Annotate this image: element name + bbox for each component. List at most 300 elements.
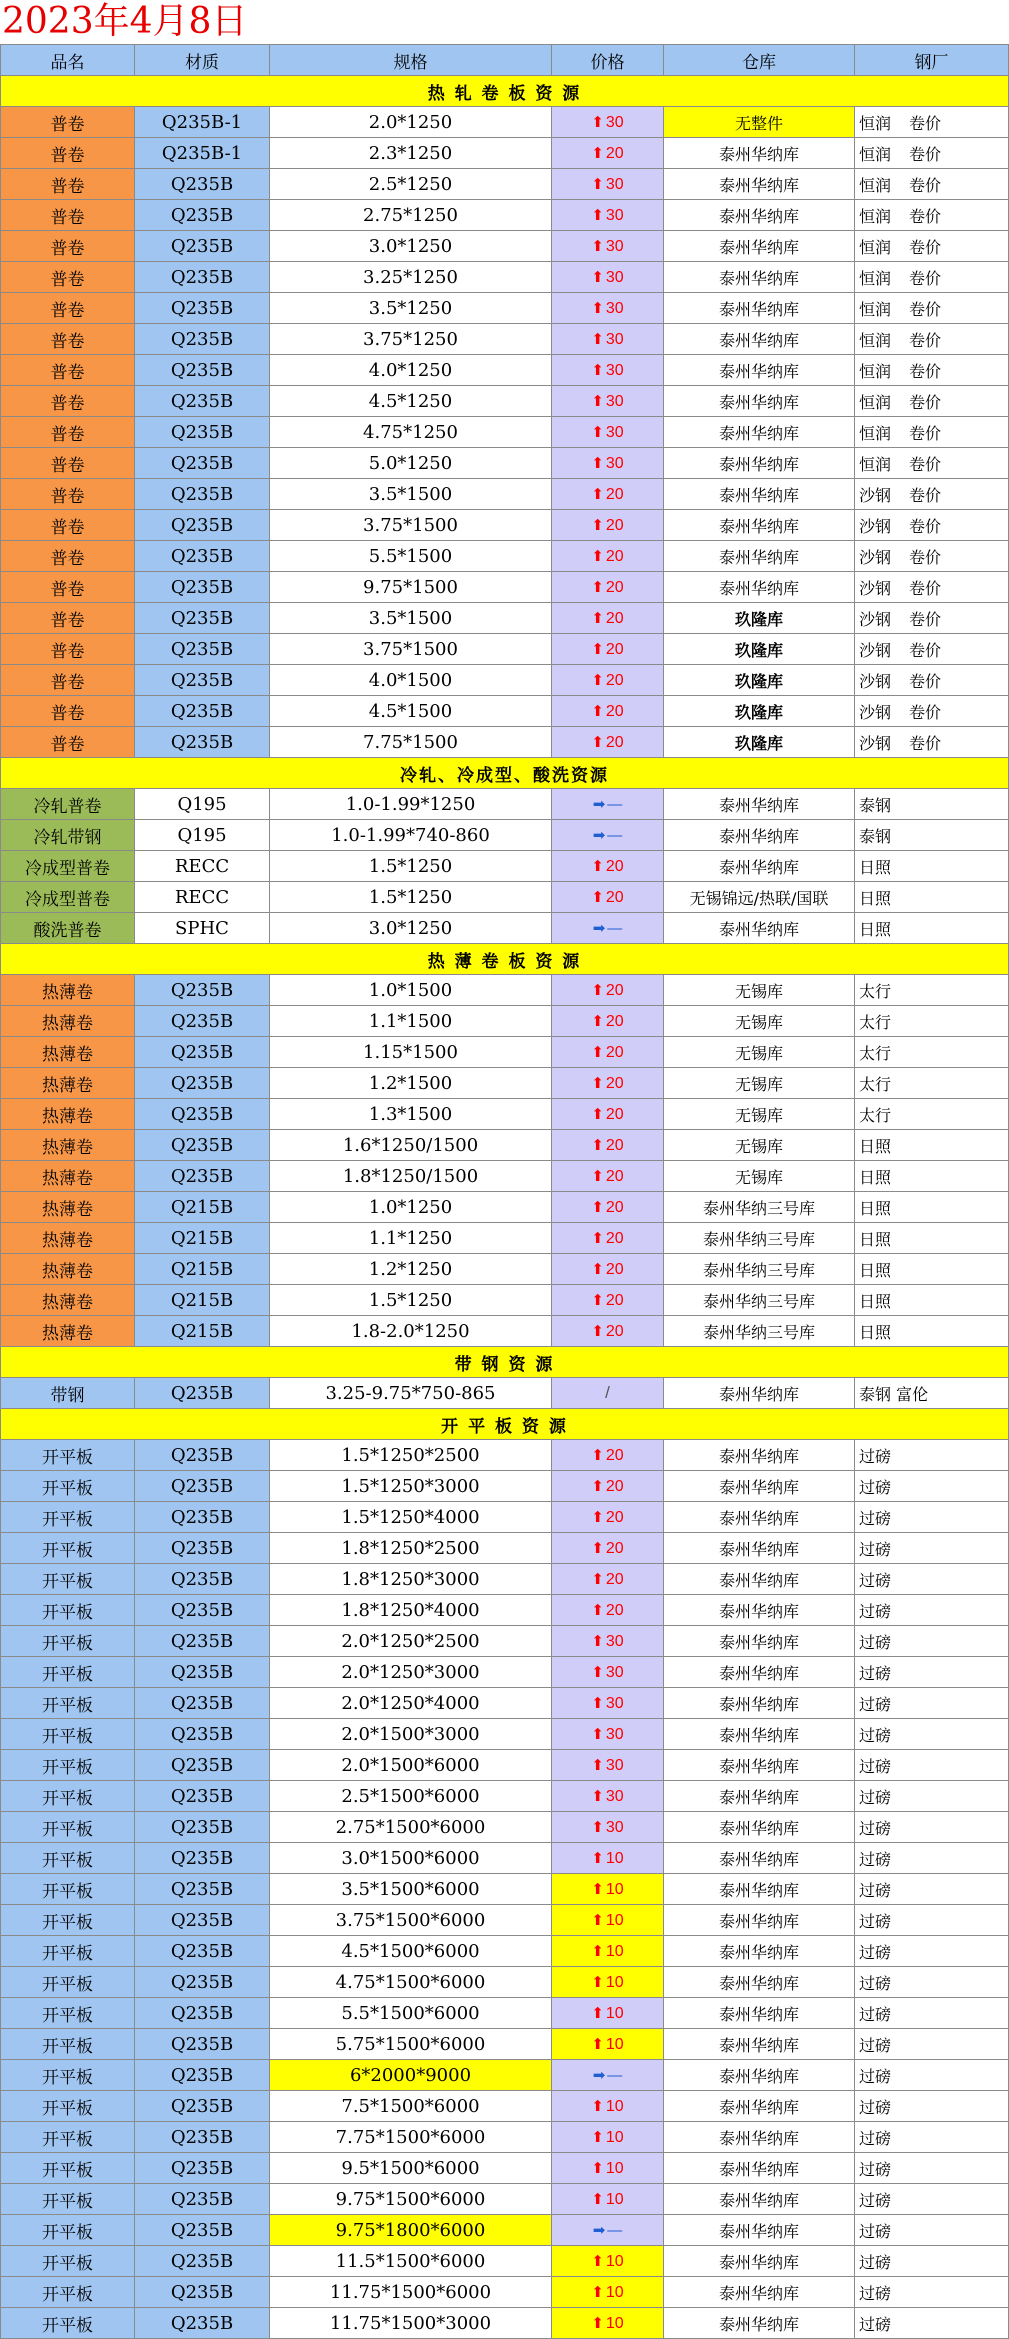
table-row [1,665,1009,696]
steel-mill [855,2091,1009,2122]
steel-mill [855,1440,1009,1471]
spec: 7.75*1500*6000 [270,2122,552,2153]
spec: 2.75*1250 [270,200,552,231]
table-row [1,107,1009,138]
price-change [552,355,664,386]
arrow-up-icon: ⬆ [591,2284,604,2301]
product-name: 开平板 [1,1812,135,1843]
price-change [552,1161,664,1192]
mill-name: 沙钢 [859,578,892,598]
price-kind: 卷价 [909,206,942,226]
mill-name: 过磅 [859,1756,892,1776]
price-kind: 卷价 [909,237,942,257]
price-value: 20 [605,517,624,534]
arrow-up-icon: ⬆ [591,2253,604,2270]
product-name: 普卷 [1,417,135,448]
arrow-up-icon: ⬆ [591,393,604,410]
warehouse: 泰州华纳库 [664,1812,855,1843]
arrow-up-icon: ⬆ [591,2191,604,2208]
arrow-up-icon: ⬆ [591,1137,604,1154]
table-row [1,2215,1009,2246]
price-change [552,1533,664,1564]
spec: 2.75*1500*6000 [270,1812,552,1843]
price-value: 20 [605,1261,624,1278]
table-row [1,2029,1009,2060]
price-value: 30 [605,455,624,472]
steel-mill [855,2246,1009,2277]
product-name: 开平板 [1,2091,135,2122]
table-row [1,1533,1009,1564]
price-change [552,1564,664,1595]
price-value: 20 [605,1540,624,1557]
product-name: 冷轧普卷 [1,789,135,820]
price-kind: 卷价 [909,268,942,288]
material: Q235B [135,1378,270,1409]
arrow-up-icon: ⬆ [591,1478,604,1495]
table-row [1,1130,1009,1161]
warehouse: 泰州华纳库 [664,417,855,448]
arrow-up-icon: ⬆ [591,1664,604,1681]
price-change [552,138,664,169]
table-row [1,1285,1009,1316]
arrow-up-icon: ⬆ [591,1323,604,1340]
price-change [552,2153,664,2184]
material: Q235B [135,1967,270,1998]
spec: 1.15*1500 [270,1037,552,1068]
material: Q235B [135,1874,270,1905]
warehouse: 泰州华纳库 [664,820,855,851]
spec: 3.0*1250 [270,231,552,262]
price-value: 20 [605,145,624,162]
spec: 1.0-1.99*1250 [270,789,552,820]
steel-mill [855,2184,1009,2215]
price-change [552,1812,664,1843]
table-row [1,417,1009,448]
price-change [552,1471,664,1502]
price-change [552,1657,664,1688]
price-change [552,2184,664,2215]
table-row [1,169,1009,200]
steel-mill [855,572,1009,603]
steel-mill [855,1719,1009,1750]
price-value: 30 [605,1633,624,1650]
material: Q235B [135,386,270,417]
warehouse: 泰州华纳库 [664,2060,855,2091]
mill-name: 沙钢 [859,702,892,722]
arrow-up-icon: ⬆ [591,1819,604,1836]
price-kind: 卷价 [909,175,942,195]
price-kind: 卷价 [909,547,942,567]
date-title: 2023年4月8日 [2,1,248,42]
price-value: 20 [605,1137,624,1154]
table-row [1,1006,1009,1037]
mill-name: 过磅 [859,2283,892,2303]
price-value: 30 [605,269,624,286]
warehouse: 泰州华纳库 [664,1440,855,1471]
price-value: 30 [605,300,624,317]
warehouse: 无锡库 [664,1099,855,1130]
price-value: 20 [605,1447,624,1464]
price-kind: 卷价 [909,702,942,722]
table-row [1,1502,1009,1533]
price-change [552,1068,664,1099]
material: Q215B [135,1285,270,1316]
price-kind: 卷价 [909,609,942,629]
price-value: 30 [605,1664,624,1681]
material: Q235B [135,541,270,572]
mill-name: 沙钢 [859,671,892,691]
product-name: 普卷 [1,231,135,262]
product-name: 普卷 [1,262,135,293]
price-kind: 卷价 [909,361,942,381]
warehouse: 泰州华纳库 [664,1905,855,1936]
table-row [1,2308,1009,2339]
arrow-up-icon: ⬆ [591,145,604,162]
table-row [1,324,1009,355]
price-change [552,1874,664,1905]
mill-name: 日照 [859,1198,892,1218]
steel-mill [855,2153,1009,2184]
table-row [1,882,1009,913]
table-row [1,2122,1009,2153]
warehouse: 泰州华纳三号库 [664,1192,855,1223]
price-change [552,820,664,851]
arrow-right-icon: ➡ [592,2222,606,2239]
price-change [552,603,664,634]
steel-mill [855,1285,1009,1316]
arrow-up-icon: ⬆ [591,2160,604,2177]
price-change [552,2060,664,2091]
price-change [552,2122,664,2153]
arrow-up-icon: ⬆ [591,331,604,348]
section-title: 热 轧 卷 板 资 源 [1,76,1009,107]
product-name: 普卷 [1,572,135,603]
spec: 11.5*1500*6000 [270,2246,552,2277]
arrow-up-icon: ⬆ [591,300,604,317]
steel-mill [855,1192,1009,1223]
material: Q235B [135,603,270,634]
mill-name: 恒润 [859,392,892,412]
warehouse: 无锡库 [664,975,855,1006]
material: Q235B [135,510,270,541]
arrow-up-icon: ⬆ [591,362,604,379]
mill-name: 太行 [859,981,892,1001]
price-change [552,1626,664,1657]
steel-mill [855,262,1009,293]
mill-name: 过磅 [859,2128,892,2148]
table-row [1,293,1009,324]
warehouse: 玖隆库 [664,727,855,758]
spec: 9.75*1500*6000 [270,2184,552,2215]
table-row [1,1378,1009,1409]
table-row [1,541,1009,572]
material: Q235B [135,1750,270,1781]
warehouse: 泰州华纳库 [664,1874,855,1905]
price-change [552,541,664,572]
header-price: 价格 [552,45,664,76]
steel-mill [855,324,1009,355]
spec: 7.5*1500*6000 [270,2091,552,2122]
price-kind: 卷价 [909,299,942,319]
section-title: 冷轧、冷成型、酸洗资源 [1,758,1009,789]
spec: 3.5*1250 [270,293,552,324]
steel-mill [855,1874,1009,1905]
spec: 3.0*1250 [270,913,552,944]
warehouse: 无锡锦远/热联/国联 [664,882,855,913]
table-row [1,1781,1009,1812]
mill-name: 过磅 [859,2097,892,2117]
price-value: 10 [605,2191,624,2208]
product-name: 普卷 [1,479,135,510]
price-change [552,665,664,696]
table-row [1,1874,1009,1905]
steel-mill [855,1905,1009,1936]
product-name: 热薄卷 [1,1006,135,1037]
material: Q235B [135,975,270,1006]
price-value: 30 [605,238,624,255]
price-change [552,1440,664,1471]
price-change [552,1998,664,2029]
warehouse: 泰州华纳库 [664,355,855,386]
arrow-up-icon: ⬆ [591,1540,604,1557]
table-row [1,727,1009,758]
arrow-up-icon: ⬆ [591,610,604,627]
product-name: 热薄卷 [1,1037,135,1068]
table-row [1,975,1009,1006]
warehouse: 泰州华纳库 [664,1626,855,1657]
steel-mill [855,2277,1009,2308]
steel-mill [855,1688,1009,1719]
arrow-up-icon: ⬆ [591,1943,604,1960]
material: Q235B [135,1657,270,1688]
warehouse: 泰州华纳库 [664,541,855,572]
mill-name: 沙钢 [859,640,892,660]
warehouse: 无锡库 [664,1130,855,1161]
spec: 3.75*1500 [270,634,552,665]
material: Q235B [135,696,270,727]
arrow-up-icon: ⬆ [591,889,604,906]
product-name: 开平板 [1,1843,135,1874]
steel-mill [855,1812,1009,1843]
mill-name: 过磅 [859,2221,892,2241]
arrow-up-icon: ⬆ [591,703,604,720]
price-change [552,1905,664,1936]
price-change [552,882,664,913]
price-change [552,1781,664,1812]
mill-name: 过磅 [859,2035,892,2055]
mill-name: 过磅 [859,1725,892,1745]
warehouse: 泰州华纳三号库 [664,1285,855,1316]
spec: 3.5*1500 [270,479,552,510]
product-name: 冷成型普卷 [1,882,135,913]
mill-name: 过磅 [859,1539,892,1559]
mill-name: 沙钢 [859,516,892,536]
spec: 9.5*1500*6000 [270,2153,552,2184]
steel-mill [855,1316,1009,1347]
steel-mill [855,448,1009,479]
mill-name: 过磅 [859,2314,892,2334]
warehouse: 泰州华纳库 [664,1781,855,1812]
price-value: 20 [605,641,624,658]
arrow-up-icon: ⬆ [591,455,604,472]
warehouse: 泰州华纳三号库 [664,1254,855,1285]
table-row [1,1688,1009,1719]
arrow-up-icon: ⬆ [591,1602,604,1619]
price-kind: 卷价 [909,454,942,474]
material: Q235B-1 [135,138,270,169]
price-change [552,634,664,665]
warehouse: 泰州华纳库 [664,386,855,417]
arrow-right-icon: ➡ [592,827,606,844]
arrow-up-icon: ⬆ [591,1168,604,1185]
material: Q235B [135,1440,270,1471]
price-value: 20 [605,548,624,565]
arrow-up-icon: ⬆ [591,1106,604,1123]
price-value: 20 [605,858,624,875]
price-change [552,1099,664,1130]
spec: 1.8-2.0*1250 [270,1316,552,1347]
warehouse: 泰州华纳库 [664,2153,855,2184]
product-name: 开平板 [1,1440,135,1471]
spec: 1.5*1250*4000 [270,1502,552,1533]
price-change [552,417,664,448]
price-value: 30 [605,1819,624,1836]
material: Q235B [135,293,270,324]
material: Q235B [135,1564,270,1595]
spec: 2.0*1500*6000 [270,1750,552,1781]
table-row [1,1254,1009,1285]
price-value: 20 [605,1013,624,1030]
steel-mill [855,1626,1009,1657]
warehouse: 无整件 [664,107,855,138]
price-change [552,386,664,417]
product-name: 开平板 [1,1564,135,1595]
arrow-up-icon: ⬆ [591,238,604,255]
spec: 3.5*1500 [270,603,552,634]
material: Q235B [135,1533,270,1564]
mill-name: 恒润 [859,361,892,381]
warehouse: 泰州华纳库 [664,1688,855,1719]
table-row [1,1068,1009,1099]
spec: 4.5*1250 [270,386,552,417]
steel-mill [855,293,1009,324]
table-row [1,448,1009,479]
table-row [1,231,1009,262]
spec: 11.75*1500*6000 [270,2277,552,2308]
price-change [552,448,664,479]
warehouse: 泰州华纳库 [664,2029,855,2060]
table-row [1,1595,1009,1626]
table-row [1,1471,1009,1502]
material: Q235B [135,231,270,262]
price-change [552,1688,664,1719]
price-change [552,1502,664,1533]
spec: 4.75*1250 [270,417,552,448]
warehouse: 泰州华纳库 [664,913,855,944]
spec: 3.75*1500 [270,510,552,541]
price-kind: 卷价 [909,144,942,164]
price-change [552,696,664,727]
price-change [552,510,664,541]
steel-mill [855,665,1009,696]
mill-name: 过磅 [859,1446,892,1466]
mill-name: 过磅 [859,1849,892,1869]
spec: 1.5*1250*3000 [270,1471,552,1502]
warehouse: 泰州华纳库 [664,2308,855,2339]
price-change [552,1316,664,1347]
material: Q235B [135,1812,270,1843]
arrow-up-icon: ⬆ [591,1199,604,1216]
mill-name: 日照 [859,919,892,939]
material: Q235B [135,1471,270,1502]
warehouse: 泰州华纳库 [664,138,855,169]
material: Q235B [135,1130,270,1161]
material: Q215B [135,1192,270,1223]
steel-mill [855,696,1009,727]
price-kind: 卷价 [909,578,942,598]
price-value: 10 [605,1850,624,1867]
material: RECC [135,882,270,913]
steel-mill [855,417,1009,448]
price-value: 10 [605,2315,624,2332]
warehouse: 无锡库 [664,1068,855,1099]
steel-mill [855,727,1009,758]
material: Q235B [135,2060,270,2091]
price-value: 20 [605,982,624,999]
price-value: 20 [605,889,624,906]
product-name: 普卷 [1,138,135,169]
price-kind: 卷价 [909,485,942,505]
material: Q235B-1 [135,107,270,138]
price-value: 20 [605,1323,624,1340]
price-value: 10 [605,2098,624,2115]
table-row [1,696,1009,727]
table-row [1,1223,1009,1254]
header-material: 材质 [135,45,270,76]
steel-mill [855,200,1009,231]
price-value: 20 [605,1509,624,1526]
product-name: 普卷 [1,665,135,696]
price-value: 10 [605,1881,624,1898]
table-row [1,479,1009,510]
price-value: 20 [605,1199,624,1216]
product-name: 普卷 [1,603,135,634]
steel-mill [855,1471,1009,1502]
table-row [1,355,1009,386]
mill-name: 泰钢 富伦 [859,1384,929,1404]
price-change [552,975,664,1006]
product-name: 开平板 [1,1688,135,1719]
arrow-up-icon: ⬆ [591,1850,604,1867]
price-value: 10 [605,1943,624,1960]
product-name: 普卷 [1,107,135,138]
spec: 3.75*1500*6000 [270,1905,552,1936]
steel-mill [855,355,1009,386]
product-name: 冷成型普卷 [1,851,135,882]
price-value: 10 [605,1912,624,1929]
price-change [552,169,664,200]
price-change [552,479,664,510]
price-change [552,1037,664,1068]
arrow-up-icon: ⬆ [591,982,604,999]
table-row [1,851,1009,882]
table-row [1,200,1009,231]
warehouse: 泰州华纳库 [664,1595,855,1626]
price-value: 30 [605,1726,624,1743]
spec: 1.0*1250 [270,1192,552,1223]
product-name: 开平板 [1,2153,135,2184]
steel-mill [855,2308,1009,2339]
